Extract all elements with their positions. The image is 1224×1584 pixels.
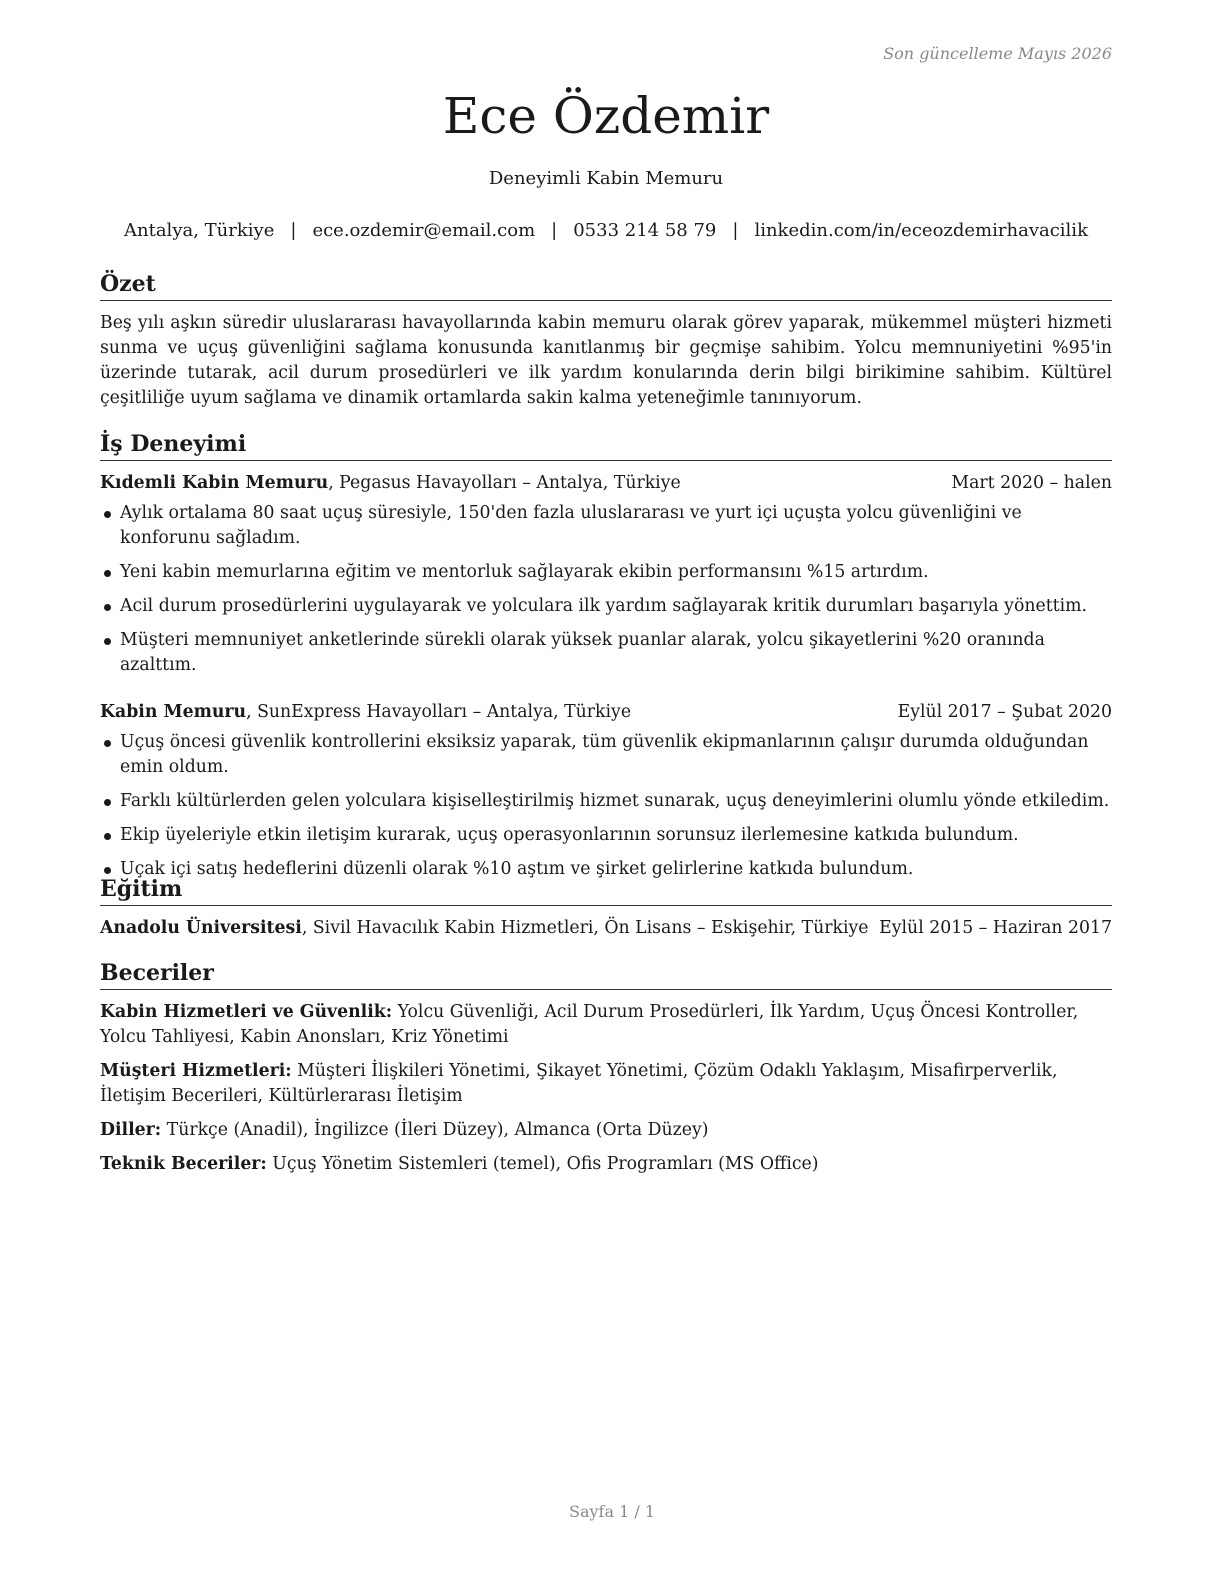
job-bullet: Farklı kültürlerden gelen yolculara kişiselleştirilmiş hizmet sunarak, uçuş deneyimlerini olumlu yönde etkiledim. xyxy=(100,789,1112,814)
job-role: Kabin Memuru xyxy=(100,702,247,722)
skill-label: Diller: xyxy=(100,1120,162,1140)
education-section xyxy=(100,875,1112,940)
contact-location: Antalya, Türkiye xyxy=(124,220,275,241)
experience-heading: İş Deneyimi xyxy=(100,430,1112,461)
job-role: Kıdemli Kabin Memuru xyxy=(100,473,329,493)
education-heading: Eğitim xyxy=(100,875,1112,906)
contact-email[interactable]: ece.ozdemir@email.com xyxy=(312,220,536,241)
contact-separator: | xyxy=(732,220,739,241)
skills-section xyxy=(100,959,1112,1186)
last-updated: Son güncelleme Mayıs 2026 xyxy=(883,44,1112,63)
job-header xyxy=(100,700,1112,724)
skill-group xyxy=(100,1059,1112,1109)
education-dates: Eylül 2015 – Haziran 2017 xyxy=(879,918,1112,938)
job-entry xyxy=(100,700,1112,882)
contact-separator: | xyxy=(551,220,558,241)
skill-group xyxy=(100,1152,1112,1177)
job-bullets xyxy=(100,501,1112,678)
skill-label: Kabin Hizmetleri ve Güvenlik: xyxy=(100,1002,393,1022)
job-bullet: Uçak içi satış hedeflerini düzenli olarak %10 aştım ve şirket gelirlerine katkıda bulundum. xyxy=(100,857,1112,882)
job-bullet: Uçuş öncesi güvenlik kontrollerini eksiksiz yaparak, tüm güvenlik ekipmanlarının çalışır durumda olduğundan emin oldum. xyxy=(100,730,1112,780)
job-title-line xyxy=(100,700,631,724)
candidate-headline: Deneyimli Kabin Memuru xyxy=(488,168,724,189)
job-dates: Mart 2020 – halen xyxy=(951,473,1112,493)
skill-value: Müşteri İlişkileri Yönetimi, Şikayet Yönetimi, Çözüm Odaklı Yaklaşım, Misafirperverlik, İletişim Becerileri, Kültürlerarası İletişim xyxy=(100,1061,1058,1106)
skill-group xyxy=(100,1118,1112,1143)
education-school: Anadolu Üniversitesi xyxy=(100,918,302,938)
skill-value: Uçuş Yönetim Sistemleri (temel), Ofis Programları (MS Office) xyxy=(266,1154,819,1174)
skill-group xyxy=(100,1000,1112,1050)
summary-text: Beş yılı aşkın süredir uluslararası havayollarında kabin memuru olarak görev yaparak, mükemmel müşteri hizmeti sunma ve uçuş güvenliğini sağlama konusunda kanıtlanmış bir geçmişe sahibim. Yolcu memnuniyetini %95'in üzerinde tutarak, acil durum prosedürleri ve ilk yardım konularında derin bilgi birikimine sahibim. Kültürel çeşitliliğe uyum sağlama ve dinamik ortamlarda sakin kalma yeteneğimle tanınıyorum. xyxy=(100,313,1112,408)
job-entry xyxy=(100,471,1112,678)
education-title-line xyxy=(100,916,868,940)
job-company: , Pegasus Havayolları – Antalya, Türkiye xyxy=(328,473,681,493)
job-company: , SunExpress Havayolları – Antalya, Türkiye xyxy=(246,702,632,722)
job-bullet: Ekip üyeleriyle etkin iletişim kurarak, uçuş operasyonlarının sorunsuz ilerlemesine katkıda bulundum. xyxy=(100,823,1112,848)
contact-phone[interactable]: 0533 214 58 79 xyxy=(573,220,717,241)
job-bullets xyxy=(100,730,1112,882)
experience-section xyxy=(100,430,1112,891)
skill-label: Teknik Beceriler: xyxy=(100,1154,267,1174)
contact-line xyxy=(100,220,1112,241)
job-bullet: Yeni kabin memurlarına eğitim ve mentorluk sağlayarak ekibin performansını %15 artırdım. xyxy=(100,560,1112,585)
summary-heading: Özet xyxy=(100,270,1112,301)
education-detail: , Sivil Havacılık Kabin Hizmetleri, Ön Lisans – Eskişehir, Türkiye xyxy=(301,918,869,938)
job-dates: Eylül 2017 – Şubat 2020 xyxy=(897,702,1112,722)
skill-value: Yolcu Güvenliği, Acil Durum Prosedürleri, İlk Yardım, Uçuş Öncesi Kontroller, Yolcu Tahliyesi, Kabin Anonsları, Kriz Yönetimi xyxy=(100,1002,1079,1047)
skills-heading: Beceriler xyxy=(100,959,1112,990)
job-bullet: Müşteri memnuniyet anketlerinde sürekli olarak yüksek puanlar alarak, yolcu şikayetlerini %20 oranında azalttım. xyxy=(100,628,1112,678)
contact-separator: | xyxy=(290,220,297,241)
contact-linkedin[interactable]: linkedin.com/in/eceozdemirhavacilik xyxy=(754,220,1088,241)
education-entry xyxy=(100,916,1112,940)
job-bullet: Aylık ortalama 80 saat uçuş süresiyle, 150'den fazla uluslararası ve yurt içi uçuşta yolcu güvenliğini ve konforunu sağladım. xyxy=(100,501,1112,551)
candidate-name: Ece Özdemir xyxy=(442,87,770,145)
summary-section xyxy=(100,270,1112,411)
job-bullet: Acil durum prosedürlerini uygulayarak ve yolculara ilk yardım sağlayarak kritik durumları başarıyla yönettim. xyxy=(100,594,1112,619)
page-number: Sayfa 1 / 1 xyxy=(568,1502,655,1521)
job-header xyxy=(100,471,1112,495)
job-title-line xyxy=(100,471,681,495)
skill-label: Müşteri Hizmetleri: xyxy=(100,1061,292,1081)
skill-value: Türkçe (Anadil), İngilizce (İleri Düzey), Almanca (Orta Düzey) xyxy=(161,1120,709,1140)
